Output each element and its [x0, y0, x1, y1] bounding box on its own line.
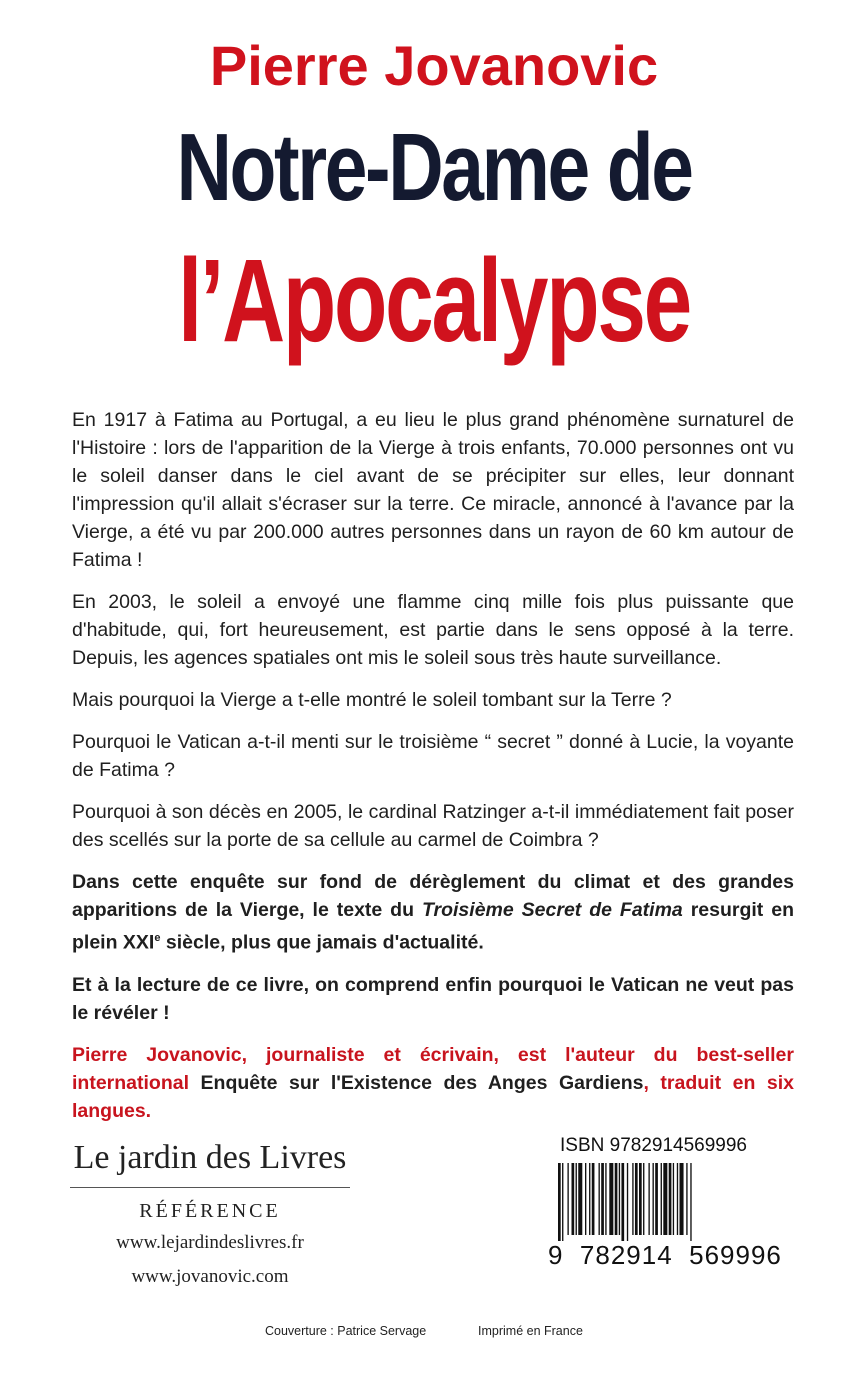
blurb-paragraph-2: En 2003, le soleil a envoyé une flamme cinq mille fois plus puissante que d'habitude, qui, fort heureusement, est partie dans le sens opposé à la terre. Depuis, les agences spatiales ont mis le soleil sous très haute surveillance.: [72, 591, 794, 669]
blurb-paragraph-5: Pourquoi à son décès en 2005, le cardinal Ratzinger a-t-il immédiatement fait poser des scellés sur la porte de sa cellule au carmel de Coimbra ?: [72, 801, 794, 851]
other-book-title: Enquête sur l'Existence des Anges Gardiens: [200, 1071, 644, 1094]
author-bio-text-2: , traduit en six langues.: [72, 1071, 794, 1122]
author-name: Pierre Jovanovic: [209, 34, 659, 97]
printed-in: Imprimé en France: [478, 1324, 583, 1338]
cover-credit: Couverture : Patrice Servage: [265, 1324, 427, 1338]
blurb-paragraph-1: En 1917 à Fatima au Portugal, a eu lieu le plus grand phénomène surnaturel de l'Histoire : lors de l'apparition de la Vierge à trois enfants, 70.000 personnes ont vu le soleil danser dans le ciel avant de se précipiter sur elles, leur donnant l'impression qu'il allait s'écraser sur la terre. Ce miracle, annoncé à l'avance par la Vierge, a été vu par 200.000 autres personnes dans un rayon de 60 km autour de Fatima !: [72, 409, 794, 571]
blurb-paragraph-4: Pourquoi le Vatican a-t-il menti sur le troisième “ secret ” donné à Lucie, la voyante de Fatima ?: [72, 731, 794, 781]
publisher-website: www.lejardindeslivres.fr: [116, 1232, 304, 1253]
blurb-paragraph-6: [72, 868, 794, 957]
publisher-logo: Le jardin des Livres: [70, 1135, 350, 1188]
author-bio: [72, 1041, 794, 1125]
book-secret-title: Troisième Secret de Fatima: [421, 899, 683, 921]
blurb-p6-text-1: Dans cette enquête sur fond de dérèglement du climat et des grandes apparitions de la Vierge, le texte du: [72, 871, 794, 921]
blurb-p6-text-2: resurgit en plein XXI: [72, 899, 794, 954]
author-website: www.jovanovic.com: [131, 1266, 289, 1287]
author-bio-text-1: Pierre Jovanovic, journaliste et écrivain, est l'auteur du best-seller international: [72, 1043, 794, 1094]
blurb-paragraph-7: Et à la lecture de ce livre, on comprend enfin pourquoi le Vatican ne veut pas le révéler !: [72, 973, 794, 1024]
blurb-p6-text-3: siècle, plus que jamais d'actualité.: [160, 931, 484, 954]
publisher-block: [70, 1135, 350, 1294]
blurb-paragraph-3: Mais pourquoi la Vierge a t-elle montré le soleil tombant sur la Terre ?: [72, 689, 672, 711]
book-title-line-1: Notre-Dame de: [176, 114, 692, 221]
century-superscript: e: [154, 932, 161, 944]
blurb: [72, 406, 794, 1139]
collection-name: RÉFÉRENCE: [139, 1200, 281, 1222]
book-title-line-2: l’Apocalypse: [177, 235, 691, 367]
isbn-label: ISBN 9782914569996: [560, 1135, 747, 1156]
barcode-icon: [556, 1163, 756, 1241]
barcode-digits: 9 782914 569996: [548, 1240, 782, 1270]
